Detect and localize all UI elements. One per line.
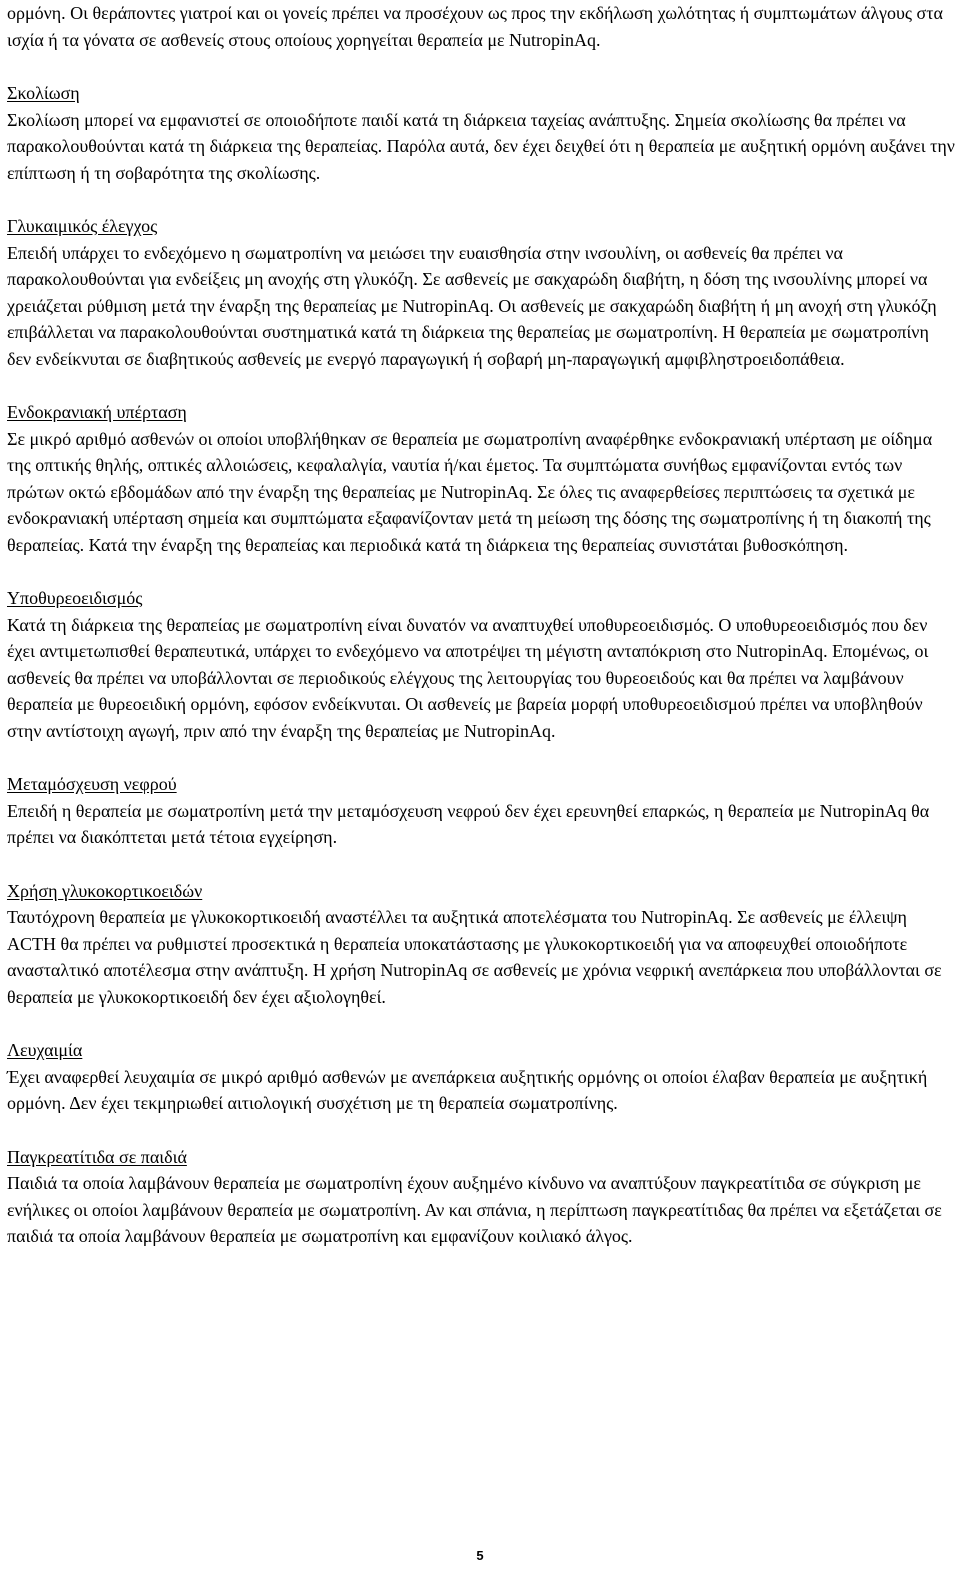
- section-pancreatitis-children: [7, 1144, 955, 1250]
- section-hypothyroidism: [7, 585, 955, 744]
- section-heading: Σκολίωση: [7, 83, 80, 103]
- section-body: Επειδή υπάρχει το ενδεχόμενο η σωματροπίνη να μειώσει την ευαισθησία στην ινσουλίνη, οι ασθενείς θα πρέπει να παρακολουθούνται για ενδείξεις μη ανοχής στη γλυκόζη. Σε ασθενείς με σακχαρώδη διαβήτη, η δόση της ινσουλίνης μπορεί να χρειάζεται ρύθμιση μετά την έναρξη της θεραπείας με NutropinAq. Οι ασθενείς με σακχαρώδη διαβήτη ή μη ανοχή στη γλυκόζη επιβάλλεται να παρακολουθούνται συστηματικά κατά τη διάρκεια της θεραπείας με σωματροπίνη. Η θεραπεία με σωματροπίνη δεν ενδείκνυται σε διαβητικούς ασθενείς με ενεργό παραγωγική ή σοβαρή μη-παραγωγική αμφιβληστροειδοπάθεια.: [7, 242, 937, 369]
- section-heading: Λευχαιμία: [7, 1040, 83, 1060]
- section-heading: Μεταμόσχευση νεφρού: [7, 774, 177, 794]
- document-page: [7, 0, 955, 1250]
- section-body: Έχει αναφερθεί λευχαιμία σε μικρό αριθμό ασθενών με ανεπάρκεια αυξητικής ορμόνης οι οποίοι έλαβαν θεραπεία με αυξητική ορμόνη. Δεν έχει τεκμηριωθεί αιτιολογική συσχέτιση με τη θεραπεία σωματροπίνης.: [7, 1066, 928, 1113]
- section-heading: Χρήση γλυκοκορτικοειδών: [7, 880, 203, 901]
- section-heading: Γλυκαιμικός έλεγχος: [7, 216, 158, 236]
- section-intracranial-hypertension: [7, 399, 955, 558]
- section-body: Επειδή η θεραπεία με σωματροπίνη μετά την μεταμόσχευση νεφρού δεν έχει ερευνηθεί επαρκώς, η θεραπεία με NutropinAq θα πρέπει να διακόπτεται μετά τέτοια εγχείρηση.: [7, 800, 930, 847]
- section-kidney-transplant: [7, 771, 955, 851]
- section-scoliosis: [7, 80, 955, 186]
- section-heading: Ενδοκρανιακή υπέρταση: [7, 402, 187, 422]
- section-body: Παιδιά τα οποία λαμβάνουν θεραπεία με σωματροπίνη έχουν αυξημένο κίνδυνο να αναπτύξουν παγκρεατίτιδα σε σύγκριση με ενήλικες οι οποίοι λαμβάνουν θεραπεία με σωματροπίνη. Αν και σπάνια, η περίπτωση παγκρεατίτιδας θα πρέπει να εξετάζεται σε παιδιά τα οποία λαμβάνουν θεραπεία με σωματροπίνη και εμφανίζουν κοιλιακό άλγος.: [7, 1173, 942, 1246]
- section-body: Σκολίωση μπορεί να εμφανιστεί σε οποιοδήποτε παιδί κατά τη διάρκεια ταχείας ανάπτυξης. Σημεία σκολίωσης θα πρέπει να παρακολουθούνται κατά τη διάρκεια της θεραπείας. Παρόλα αυτά, δεν έχει δειχθεί ότι η θεραπεία με αυξητική ορμόνη αυξάνει την επίπτωση ή τη σοβαρότητα της σκολίωσης.: [7, 109, 955, 183]
- intro-paragraph: ορμόνη. Οι θεράποντες γιατροί και οι γονείς πρέπει να προσέχουν ως προς την εκδήλωση χωλότητας ή συμπτωμάτων άλγους στα ισχία ή τα γόνατα σε ασθενείς στους οποίους χορηγείται θεραπεία με NutropinAq.: [7, 3, 943, 50]
- section-heading: Παγκρεατίτιδα σε παιδιά: [7, 1146, 187, 1167]
- page-number: 5: [476, 1548, 484, 1563]
- section-heading: Υποθυρεοειδισμός: [7, 588, 143, 608]
- section-glucocorticoid-use: [7, 878, 955, 1011]
- section-glycemic-control: [7, 213, 955, 372]
- section-body: Κατά τη διάρκεια της θεραπείας με σωματροπίνη είναι δυνατόν να αναπτυχθεί υποθυρεοειδισμός. Ο υποθυρεοειδισμός που δεν έχει αντιμετωπισθεί θεραπευτικά, υπάρχει το ενδεχόμενο να αποτρέψει τη μέγιστη ανταπόκριση στο NutropinAq. Επομένως, οι ασθενείς θα πρέπει να υποβάλλονται σε περιοδικούς ελέγχους της λειτουργίας του θυρεοειδούς και θα πρέπει να λαμβάνουν θεραπεία με θυρεοειδική ορμόνη, εφόσον ενδείκνυται. Οι ασθενείς με βαρεία μορφή υποθυρεοειδισμού πρέπει να υποβληθούν στην αντίστοιχη αγωγή, πριν από την έναρξη της θεραπείας με NutropinAq.: [7, 614, 929, 741]
- section-body: Σε μικρό αριθμό ασθενών οι οποίοι υποβλήθηκαν σε θεραπεία με σωματροπίνη αναφέρθηκε ενδοκρανιακή υπέρταση με οίδημα της οπτικής θηλής, οπτικές αλλοιώσεις, κεφαλαλγία, ναυτία ή/και έμετος. Τα συμπτώματα συνήθως εμφανίζονται εντός των πρώτων οκτώ εβδομάδων από την έναρξη της θεραπείας με NutropinAq. Σε όλες τις αναφερθείσες περιπτώσεις τα σχετικά με ενδοκρανιακή υπέρταση σημεία και συμπτώματα εξαφανίζονταν μετά τη μείωση της δόσης της σωματροπίνης ή τη διακοπή της θεραπείας. Κατά την έναρξη της θεραπείας και περιοδικά κατά τη διάρκεια της θεραπείας συνιστάται βυθοσκόπηση.: [7, 428, 933, 555]
- section-body: Ταυτόχρονη θεραπεία με γλυκοκορτικοειδή αναστέλλει τα αυξητικά αποτελέσματα του NutropinAq. Σε ασθενείς με έλλειψη ACTH θα πρέπει να ρυθμιστεί προσεκτικά η θεραπεία υποκατάστασης με γλυκοκορτικοειδή για να αποφευχθεί οποιοδήποτε ανασταλτικό αποτέλεσμα στην ανάπτυξη. Η χρήση NutropinAq σε ασθενείς με χρόνια νεφρική ανεπάρκεια που υποβάλλονται σε θεραπεία με γλυκοκορτικοειδή δεν έχει αξιολογηθεί.: [7, 907, 942, 1007]
- section-leukemia: [7, 1037, 955, 1117]
